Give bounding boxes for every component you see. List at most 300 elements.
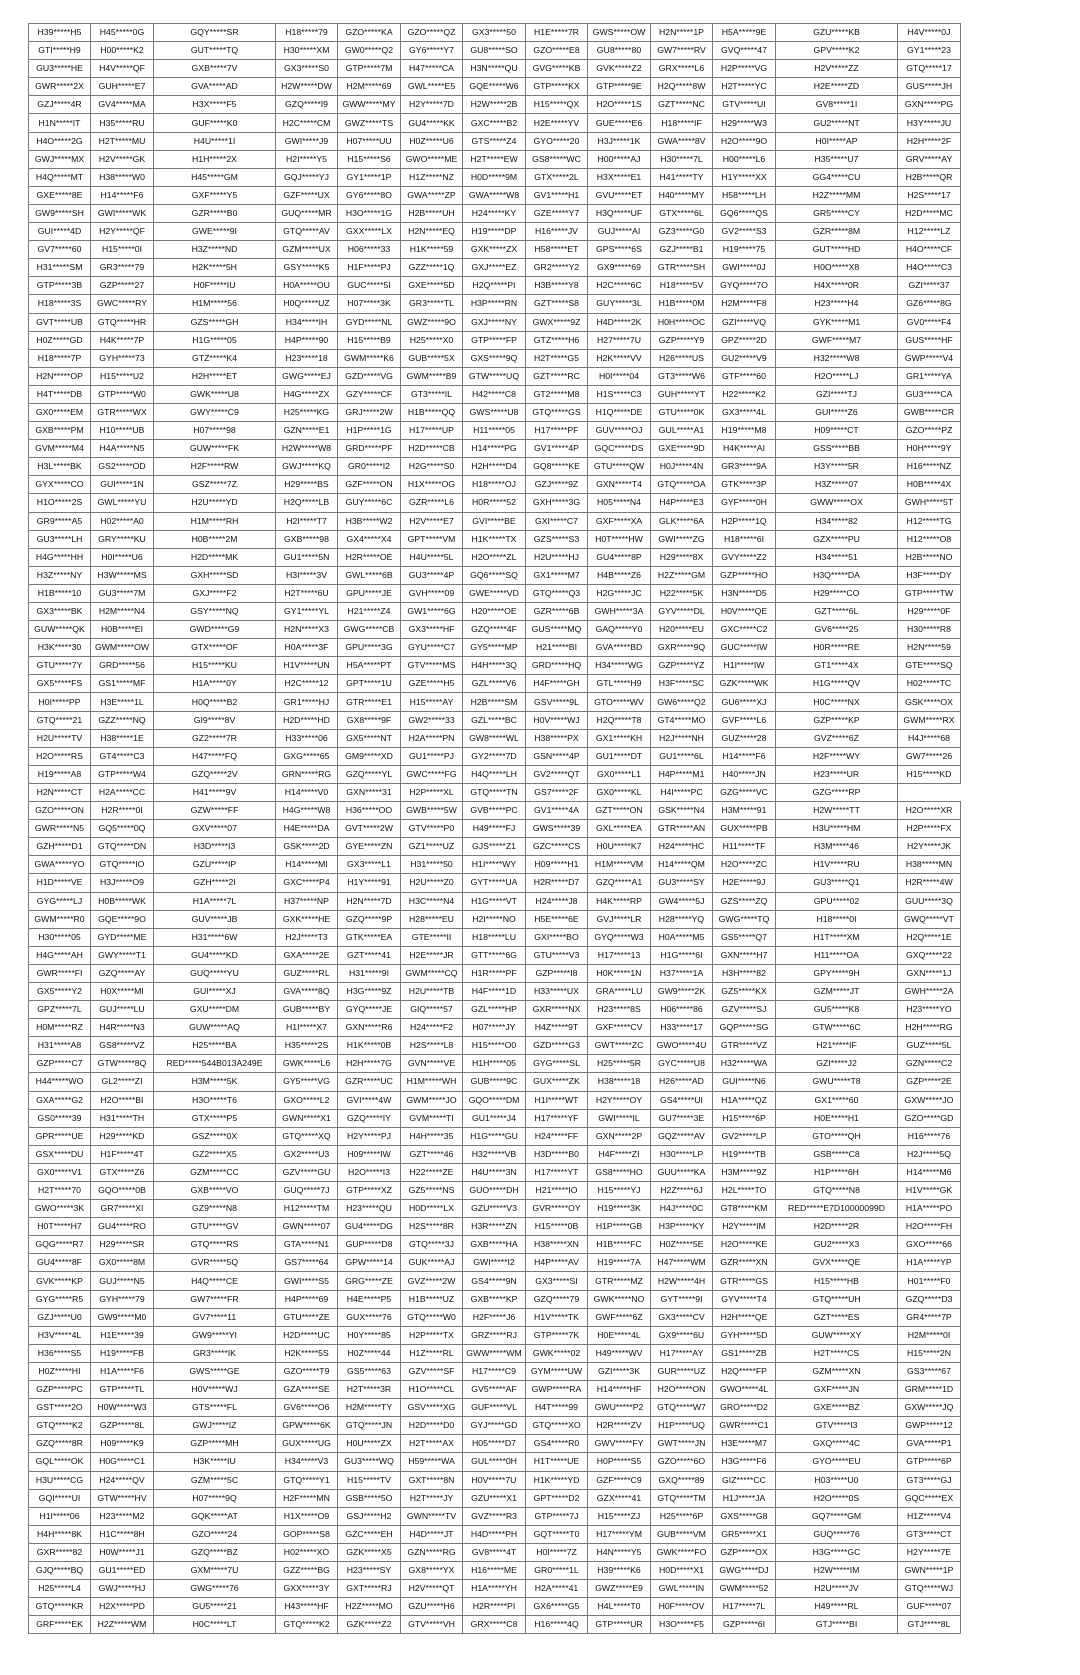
table-cell: GPW*****14 [338, 1254, 401, 1272]
table-cell: H3P*****RN [463, 295, 526, 313]
table-cell: GJQ*****BQ [29, 1561, 91, 1579]
table-cell: GZS*****S3 [526, 530, 588, 548]
table-cell: GUU*****KA [651, 1163, 713, 1181]
table-cell: GTP*****TW [898, 584, 961, 602]
table-cell: H25*****X0 [401, 331, 463, 349]
table-cell: H15*****HB [776, 1272, 898, 1290]
table-cell: H2R*****0I [91, 802, 154, 820]
table-cell: H3G*****9Z [338, 982, 401, 1000]
table-cell: GT8*****KM [713, 1200, 776, 1218]
table-cell: GU4*****KD [154, 946, 276, 964]
table-cell: GTX*****2L [526, 168, 588, 186]
table-cell: GTR*****WX [91, 403, 154, 421]
table-cell: H0A*****3F [276, 639, 338, 657]
table-row [29, 946, 961, 964]
table-cell: H15*****S6 [338, 150, 401, 168]
table-cell: H1B*****QQ [401, 403, 463, 421]
table-cell: H0W*****J1 [91, 1543, 154, 1561]
table-cell: H2E*****ZD [776, 78, 898, 96]
table-cell: GXI*****BO [526, 928, 588, 946]
table-cell: H4R*****N3 [91, 1019, 154, 1037]
table-cell: GUR*****UZ [651, 1362, 713, 1380]
table-cell: GV0*****F4 [898, 313, 961, 331]
data-table [28, 23, 961, 1634]
table-cell: H2Y*****OY [588, 1091, 651, 1109]
table-cell: GZR*****XN [713, 1254, 776, 1272]
table-cell: H2B*****SM [463, 693, 526, 711]
table-cell: H07*****9Q [154, 1489, 276, 1507]
table-cell: H1O*****2S [29, 494, 91, 512]
table-cell: GR5*****X1 [713, 1525, 776, 1543]
table-cell: GXM*****7U [154, 1561, 276, 1579]
table-cell: GUO*****DH [463, 1182, 526, 1200]
table-cell: GZH*****2I [154, 874, 276, 892]
table-cell: GG4*****CU [776, 168, 898, 186]
table-cell: GS5*****Q7 [713, 928, 776, 946]
table-cell: GWR*****FI [29, 964, 91, 982]
table-cell: H17*****7L [713, 1598, 776, 1616]
table-cell: GPZ*****2D [713, 331, 776, 349]
table-cell: GTP*****W0 [91, 385, 154, 403]
table-cell: GZK*****Z2 [338, 1616, 401, 1634]
table-cell: GT2*****M8 [526, 385, 588, 403]
table-cell: H3J*****O9 [91, 874, 154, 892]
table-cell: GYO*****20 [526, 132, 588, 150]
table-cell: GV7*****11 [154, 1308, 276, 1326]
table-cell: GW4*****5J [651, 892, 713, 910]
table-cell: H2F*****MN [276, 1489, 338, 1507]
table-cell: GTP*****W4 [91, 765, 154, 783]
table-cell: H25*****6P [651, 1507, 713, 1525]
table-cell: H1I*****X7 [276, 1019, 338, 1037]
table-cell: H29*****0F [898, 603, 961, 621]
table-cell: H29*****CO [776, 584, 898, 602]
table-cell: GUZ*****5L [898, 1037, 961, 1055]
table-row [29, 349, 961, 367]
table-cell: H0B*****4X [898, 476, 961, 494]
table-cell: GPV*****K2 [776, 42, 898, 60]
table-cell: H23*****8S [588, 1001, 651, 1019]
table-cell: GSS*****BB [776, 440, 898, 458]
table-cell: GR3*****79 [91, 259, 154, 277]
table-row [29, 168, 961, 186]
table-cell: H14*****F6 [91, 186, 154, 204]
table-cell: GS4*****R0 [526, 1435, 588, 1453]
table-cell: GWH*****2A [898, 982, 961, 1000]
table-cell: H2O*****ZC [713, 856, 776, 874]
table-cell: H2U*****JV [776, 1580, 898, 1598]
table-cell: GTU*****ZE [276, 1308, 338, 1326]
table-cell: GWM*****RX [898, 711, 961, 729]
table-cell: H1D*****VE [29, 874, 91, 892]
table-cell: H1Z*****RL [401, 1344, 463, 1362]
table-cell: H34*****WG [588, 657, 651, 675]
table-cell: GQL*****OK [29, 1453, 91, 1471]
table-cell: GZM*****XN [776, 1362, 898, 1380]
table-cell: H3J*****1K [588, 132, 651, 150]
table-cell: GUB*****BY [276, 1001, 338, 1019]
table-cell: GTQ*****21 [29, 711, 91, 729]
table-cell: H2H*****D4 [463, 458, 526, 476]
table-cell: GU4*****RO [91, 1218, 154, 1236]
table-row [29, 1471, 961, 1489]
table-cell: H1I*****06 [29, 1507, 91, 1525]
table-row [29, 186, 961, 204]
table-cell: GVR*****5Q [154, 1254, 276, 1272]
table-cell: H38*****MN [898, 856, 961, 874]
table-cell: H2Z*****MO [338, 1598, 401, 1616]
table-cell: GXB*****HA [463, 1236, 526, 1254]
table-cell: GTX*****P5 [154, 1109, 276, 1127]
table-cell: H18*****IF [651, 114, 713, 132]
table-cell: GZO*****6O [651, 1453, 713, 1471]
table-cell: H38*****18 [588, 1073, 651, 1091]
table-cell: GW7*****FR [154, 1290, 276, 1308]
table-cell: GZV*****SJ [713, 1001, 776, 1019]
table-cell: H4G*****HH [29, 548, 91, 566]
table-cell: H25*****BA [154, 1037, 276, 1055]
table-cell: H31*****9I [338, 964, 401, 982]
table-cell: H5A*****PT [338, 657, 401, 675]
table-cell: H1E*****7R [526, 24, 588, 42]
table-cell: H2H*****RG [898, 1019, 961, 1037]
table-cell: H31*****A8 [29, 1037, 91, 1055]
table-cell: H0R*****RE [776, 639, 898, 657]
table-cell: H21*****Z4 [338, 603, 401, 621]
table-cell: GZJ*****U0 [29, 1308, 91, 1326]
table-cell: H0C*****NX [776, 693, 898, 711]
table-cell: GWA*****8V [651, 132, 713, 150]
table-cell: H2H*****7G [338, 1055, 401, 1073]
table-cell: GXT*****8N [401, 1471, 463, 1489]
table-cell: GUF*****07 [898, 1598, 961, 1616]
table-cell: GRD*****HQ [526, 657, 588, 675]
table-cell: GS4*****9N [463, 1272, 526, 1290]
table-cell: H19*****A8 [29, 765, 91, 783]
table-cell: GTJ*****8L [898, 1616, 961, 1634]
table-cell: H2T*****6U [276, 584, 338, 602]
table-cell: H19*****75 [713, 241, 776, 259]
table-cell: H4G*****ZX [276, 385, 338, 403]
table-cell: H05*****N4 [588, 494, 651, 512]
table-cell: GVH*****09 [401, 584, 463, 602]
table-row [29, 1055, 961, 1073]
table-cell: GX0*****EM [29, 403, 91, 421]
table-cell: GUJ*****LU [91, 1001, 154, 1019]
table-row [29, 476, 961, 494]
table-cell: GUJ*****N5 [91, 1272, 154, 1290]
table-cell: GS0*****39 [29, 1109, 91, 1127]
table-cell: H30*****R8 [898, 621, 961, 639]
table-cell: GUI*****XJ [154, 982, 276, 1000]
table-cell: H23*****YO [898, 1001, 961, 1019]
table-cell: H2T*****EW [463, 150, 526, 168]
table-cell: H0X*****MI [91, 982, 154, 1000]
table-cell: GZD*****VG [338, 367, 401, 385]
table-cell: GWG*****DJ [713, 1561, 776, 1579]
table-cell: GX1*****60 [776, 1091, 898, 1109]
table-cell: H29*****8X [651, 548, 713, 566]
table-cell: H23*****18 [276, 349, 338, 367]
table-cell: GU3*****Q1 [776, 874, 898, 892]
table-cell: GS4*****UI [651, 1091, 713, 1109]
table-cell: H1T*****UE [526, 1453, 588, 1471]
table-cell: H2T*****70 [29, 1182, 91, 1200]
table-cell: H2E*****JR [401, 946, 463, 964]
table-cell: H0Z*****44 [338, 1344, 401, 1362]
table-cell: H23*****UR [776, 765, 898, 783]
table-cell: H3B*****W2 [338, 512, 401, 530]
table-row [29, 910, 961, 928]
table-cell: H4K*****AI [713, 440, 776, 458]
table-cell: H1Y*****91 [338, 874, 401, 892]
table-cell: GZ5*****KX [713, 982, 776, 1000]
table-cell: GRO*****D2 [713, 1399, 776, 1417]
table-row [29, 60, 961, 78]
table-cell: GT1*****4X [776, 657, 898, 675]
table-cell: H2K*****VV [588, 349, 651, 367]
table-cell: GVB*****PC [463, 802, 526, 820]
table-cell: H2M*****F8 [713, 295, 776, 313]
table-cell: GVA*****8Q [276, 982, 338, 1000]
table-row [29, 1507, 961, 1525]
table-cell: GUC*****IW [713, 639, 776, 657]
table-cell: H2R*****ZV [588, 1417, 651, 1435]
table-cell: GYT*****9I [651, 1290, 713, 1308]
table-cell: GR3*****9A [713, 458, 776, 476]
table-cell: H19*****DP [463, 223, 526, 241]
table-cell: GZ5*****NS [401, 1182, 463, 1200]
table-cell: GTQ*****RS [154, 1236, 276, 1254]
table-cell: GTJ*****BI [776, 1616, 898, 1634]
table-cell: GTP*****7K [526, 1326, 588, 1344]
table-cell: GX4*****X4 [338, 530, 401, 548]
table-cell: H0C*****LT [154, 1616, 276, 1634]
table-cell: H0M*****RZ [29, 1019, 91, 1037]
table-cell: GU6*****XJ [713, 693, 776, 711]
table-cell: GV2*****QT [526, 765, 588, 783]
table-cell: GTQ*****JN [338, 1417, 401, 1435]
table-cell: H5A*****9E [713, 24, 776, 42]
table-cell: H1H*****2X [154, 150, 276, 168]
table-cell: H4D*****PH [463, 1525, 526, 1543]
table-cell: H0O*****X8 [776, 259, 898, 277]
table-cell: H1F*****4T [91, 1145, 154, 1163]
table-cell: GUZ*****28 [713, 729, 776, 747]
table-row [29, 1145, 961, 1163]
table-cell: GZQ*****YL [338, 765, 401, 783]
table-cell: GTQ*****17 [898, 60, 961, 78]
table-cell: GXA*****G2 [29, 1091, 91, 1109]
table-cell: H12*****LZ [898, 223, 961, 241]
table-cell: GS7*****64 [276, 1254, 338, 1272]
table-cell: GU4*****DG [338, 1218, 401, 1236]
table-cell: GWI*****I2 [463, 1254, 526, 1272]
table-cell: H2T*****3R [338, 1381, 401, 1399]
table-cell: GXN*****T4 [588, 476, 651, 494]
table-cell: H0G*****C1 [91, 1453, 154, 1471]
table-cell: GXS*****9Q [463, 349, 526, 367]
table-cell: H14*****F6 [713, 747, 776, 765]
table-cell: H2Y*****JK [898, 838, 961, 856]
table-cell: H2Q*****8W [651, 78, 713, 96]
table-cell: GSN*****4P [526, 747, 588, 765]
table-cell: H45*****0G [91, 24, 154, 42]
table-cell: H0D*****9M [463, 168, 526, 186]
table-cell: GI9*****8V [154, 711, 276, 729]
table-cell: GYC*****U8 [651, 1055, 713, 1073]
table-cell: GSB*****5O [338, 1489, 401, 1507]
table-cell: H4D*****2K [588, 313, 651, 331]
table-cell: H16*****4Q [526, 1616, 588, 1634]
table-cell: H4H*****8K [29, 1525, 91, 1543]
table-cell: GWI*****ZG [651, 530, 713, 548]
table-cell: GWC*****RY [91, 295, 154, 313]
table-cell: GTQ*****3J [401, 1236, 463, 1254]
table-cell: H25*****KG [276, 403, 338, 421]
table-cell: H33*****17 [651, 1019, 713, 1037]
table-cell: H2D*****UC [276, 1326, 338, 1344]
table-cell: H4P*****90 [276, 331, 338, 349]
table-cell: GRZ*****RJ [463, 1326, 526, 1344]
table-cell: H11*****05 [463, 422, 526, 440]
table-cell: H0T*****H7 [29, 1218, 91, 1236]
table-row [29, 1001, 961, 1019]
table-cell: GSX*****DU [29, 1145, 91, 1163]
table-cell: GSV*****XG [401, 1399, 463, 1417]
table-row [29, 1598, 961, 1616]
table-cell: GUB*****9C [463, 1073, 526, 1091]
table-cell: GZA*****SE [276, 1381, 338, 1399]
table-cell: GWM*****R0 [29, 910, 91, 928]
table-cell: GTL*****H9 [588, 675, 651, 693]
table-cell: GWG*****EJ [276, 367, 338, 385]
table-cell: H4U*****1I [154, 132, 276, 150]
table-cell: GYJ*****GD [463, 1417, 526, 1435]
table-cell: H1P*****GB [588, 1218, 651, 1236]
table-cell: GXB*****PM [29, 422, 91, 440]
table-cell: GUL*****0H [463, 1453, 526, 1471]
table-cell: GX1*****KH [588, 729, 651, 747]
table-cell: GZV*****GU [276, 1163, 338, 1181]
table-cell: GZS*****ZQ [713, 892, 776, 910]
table-cell: GZW*****FF [154, 802, 276, 820]
table-cell: GWN*****07 [276, 1218, 338, 1236]
table-cell: GZV*****SF [401, 1362, 463, 1380]
table-cell: GPU*****3G [338, 639, 401, 657]
table-cell: H2F*****RW [154, 458, 276, 476]
table-cell: H10*****UB [91, 422, 154, 440]
table-cell: GZO*****24 [154, 1525, 276, 1543]
table-cell: GT3*****CT [898, 1525, 961, 1543]
table-cell: H2A*****PN [401, 729, 463, 747]
table-cell: GQC*****EX [898, 1489, 961, 1507]
table-cell: GWG*****CB [338, 621, 401, 639]
table-cell: GWB*****5W [401, 802, 463, 820]
table-cell: GRD*****56 [91, 657, 154, 675]
table-cell: H15*****YJ [588, 1182, 651, 1200]
table-cell: GWH*****3A [588, 603, 651, 621]
table-row [29, 603, 961, 621]
table-cell: H34*****V3 [276, 1453, 338, 1471]
table-cell: GXH*****3G [526, 494, 588, 512]
table-cell: H2K*****5S [276, 1344, 338, 1362]
table-cell: GV5*****AF [463, 1381, 526, 1399]
table-cell: H0J*****4N [651, 458, 713, 476]
table-cell: GTT*****6G [463, 946, 526, 964]
table-row [29, 331, 961, 349]
table-cell: GVK*****Z2 [588, 60, 651, 78]
table-cell: GWL*****YU [91, 494, 154, 512]
table-cell: H24*****KY [463, 204, 526, 222]
table-cell: GZE*****Y7 [526, 204, 588, 222]
table-cell: GTQ*****Y1 [276, 1471, 338, 1489]
table-cell: GTQ*****WJ [898, 1580, 961, 1598]
table-cell: H33*****06 [276, 729, 338, 747]
table-cell: H1K*****YD [526, 1471, 588, 1489]
table-cell: GS2*****OD [91, 458, 154, 476]
table-cell: H3F*****SC [651, 675, 713, 693]
table-cell: GZU*****IP [154, 856, 276, 874]
table-cell: GZQ*****IY [338, 1109, 401, 1127]
table-cell: GSB*****C8 [776, 1145, 898, 1163]
table-cell: H4K*****7P [91, 331, 154, 349]
table-cell: H1F*****PJ [338, 259, 401, 277]
table-row [29, 1362, 961, 1380]
table-cell: H2Q*****LB [276, 494, 338, 512]
table-row [29, 422, 961, 440]
table-cell: H4O*****C3 [898, 259, 961, 277]
table-cell: H3D*****I3 [154, 838, 276, 856]
table-cell: GUW*****AQ [154, 1019, 276, 1037]
table-row [29, 548, 961, 566]
table-cell: H12*****O8 [898, 530, 961, 548]
table-row [29, 711, 961, 729]
table-cell: GTU*****7Y [29, 657, 91, 675]
table-cell: H0V*****WJ [526, 711, 588, 729]
table-cell: H1K*****TX [463, 530, 526, 548]
table-cell: GTW*****8Q [91, 1055, 154, 1073]
table-cell: GUH*****YT [651, 385, 713, 403]
table-cell: GLK*****6A [651, 512, 713, 530]
table-cell: H49*****FJ [463, 820, 526, 838]
table-cell: GU1*****DT [588, 747, 651, 765]
table-cell: GU2*****X3 [776, 1236, 898, 1254]
table-cell: H0B*****2M [154, 530, 276, 548]
table-cell: GS8*****WC [526, 150, 588, 168]
table-cell: GZQ*****4F [463, 621, 526, 639]
table-cell: GWK*****FO [651, 1543, 713, 1561]
table-cell: H1Y*****XX [713, 168, 776, 186]
table-cell: H2D*****2R [776, 1218, 898, 1236]
table-cell: GX0*****8M [91, 1254, 154, 1272]
table-cell: GQP*****SG [713, 1019, 776, 1037]
table-cell: H4Q*****CE [154, 1272, 276, 1290]
table-cell: GYF*****0H [713, 494, 776, 512]
table-cell: H1R*****PF [463, 964, 526, 982]
table-cell: GWK*****U8 [154, 385, 276, 403]
table-cell: H2O*****0S [776, 1489, 898, 1507]
table-cell: GVJ*****LR [588, 910, 651, 928]
table-cell: H38*****XN [526, 1236, 588, 1254]
table-cell: H17*****PF [526, 422, 588, 440]
table-cell: H18*****5V [651, 277, 713, 295]
table-cell: H31*****50 [401, 856, 463, 874]
table-cell: GUQ*****MR [276, 204, 338, 222]
table-cell: H34*****82 [776, 512, 898, 530]
table-cell: GZT*****41 [338, 946, 401, 964]
table-cell: H4K*****RP [588, 892, 651, 910]
